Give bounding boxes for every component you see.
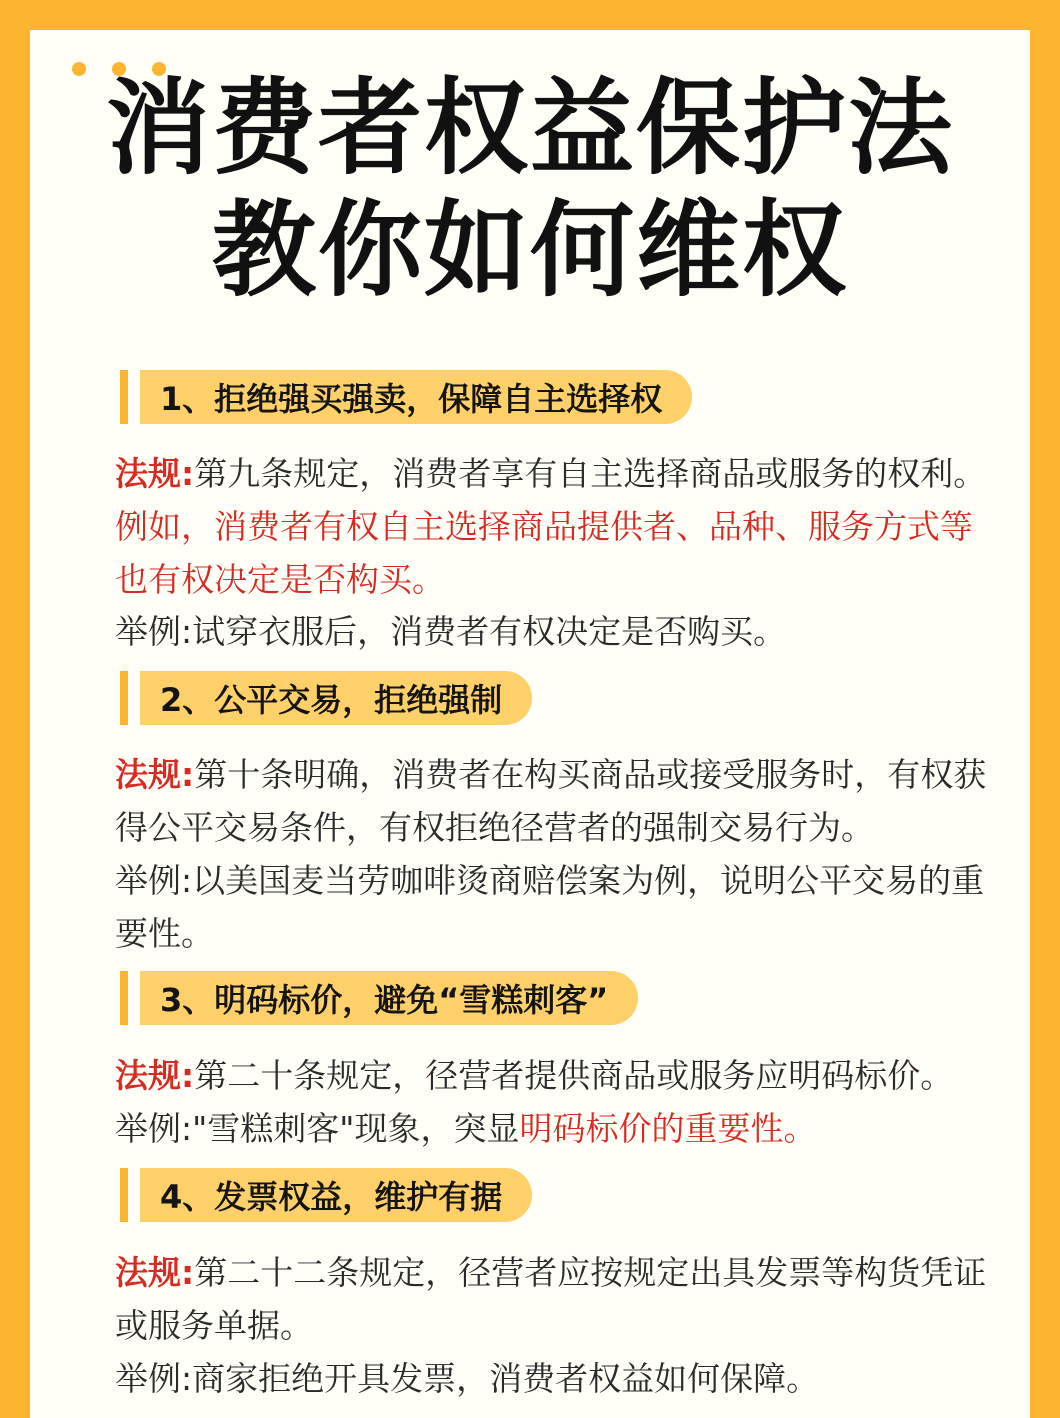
page-title-line2: 教你如何维权	[211, 189, 848, 311]
section-1-example: 举例:试穿衣服后，消费者有权决定是否购买。	[115, 612, 787, 651]
example-text: 举例:"雪糕刺客"现象，突显	[115, 1109, 520, 1148]
example-highlight: 明码标价的重要性。	[519, 1109, 817, 1148]
section-2-heading	[120, 671, 532, 725]
section-1-heading	[120, 370, 692, 424]
section-heading-label: 3、明码标价，避免“雪糕刺客”	[140, 971, 638, 1025]
section-marker	[120, 1168, 128, 1222]
page-title-line1: 消费者权益保护法	[105, 67, 954, 189]
law-text: 第九条规定，消费者享有自主选择商品或服务的权利。	[194, 454, 987, 493]
section-4-heading	[120, 1168, 532, 1222]
section-3-heading	[120, 971, 638, 1025]
section-heading-label: 1、拒绝强买强卖，保障自主选择权	[140, 370, 692, 424]
section-2-example: 举例:以美国麦当劳咖啡烫商赔偿案为例，说明公平交易的重要性。	[115, 861, 985, 953]
section-4-law	[115, 1246, 1005, 1352]
section-marker	[120, 370, 128, 424]
section-1-law	[115, 447, 1005, 606]
section-4-example: 举例:商家拒绝开具发票，消费者权益如何保障。	[115, 1359, 820, 1398]
law-text: 第二十二条规定，径营者应按规定出具发票等构货凭证或服务单据。	[115, 1253, 987, 1345]
law-label: 法规:	[115, 755, 195, 794]
section-marker	[120, 971, 128, 1025]
law-text: 第十条明确，消费者在构买商品或接受服务时，有权获得公平交易条件，有权拒绝径营者的强制交易行为。	[115, 755, 987, 847]
law-label: 法规:	[115, 1253, 195, 1292]
law-label: 法规:	[115, 1056, 195, 1095]
section-marker	[120, 671, 128, 725]
law-label: 法规:	[115, 454, 195, 493]
law-highlight: 例如，消费者有权自主选择商品提供者、品种、服务方式等也有权决定是否构买。	[115, 507, 973, 599]
section-2-law	[115, 748, 1005, 854]
section-3-example	[115, 1102, 1005, 1155]
law-text: 第二十条规定，径营者提供商品或服务应明码标价。	[194, 1056, 954, 1095]
section-3-law	[115, 1049, 1005, 1102]
section-heading-label: 4、发票权益，维护有据	[140, 1168, 532, 1222]
section-heading-label: 2、公平交易，拒绝强制	[140, 671, 532, 725]
